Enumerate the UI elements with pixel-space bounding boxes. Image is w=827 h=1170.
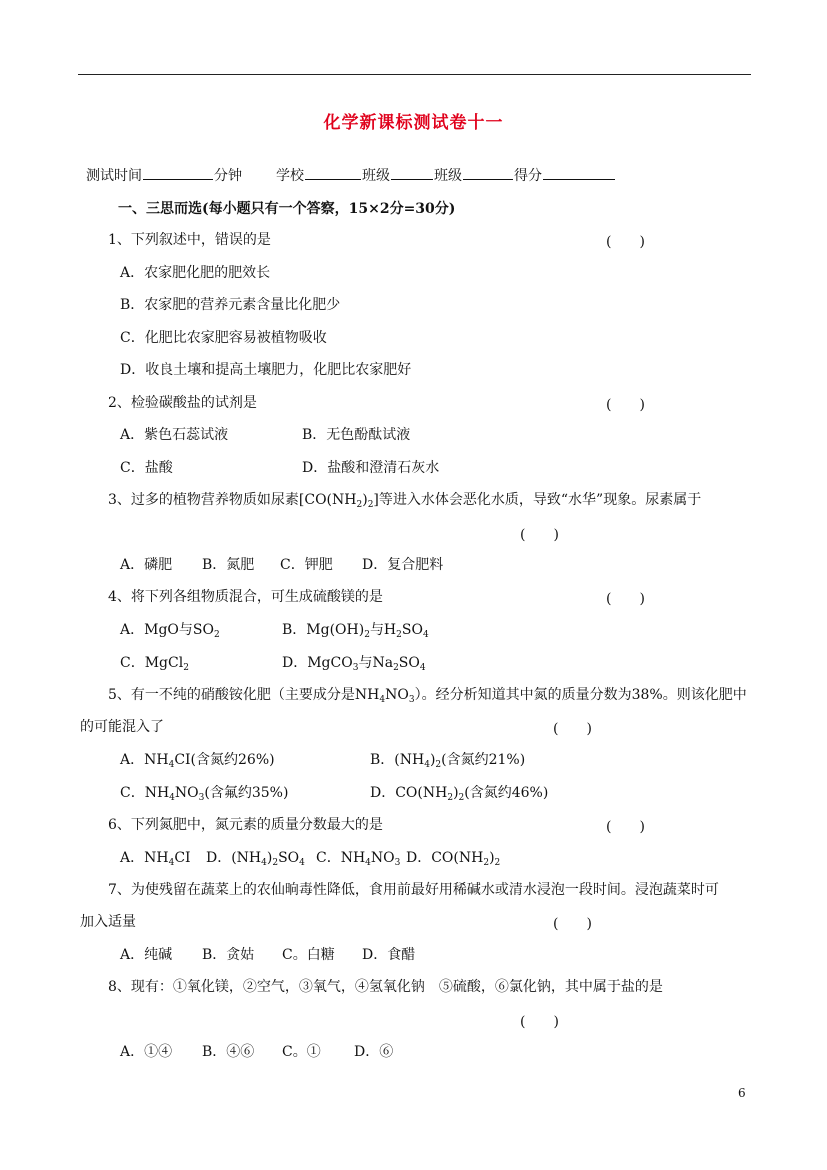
page-number: 6 (738, 1086, 746, 1100)
q1-option-a: A．农家肥化肥的肥效长 (120, 265, 271, 281)
minute-label: 分钟 (214, 168, 242, 184)
q2-option-b: B．无色酚酞试液 (302, 427, 411, 443)
school-blank (305, 165, 361, 180)
question-7-stem: 7、为使残留在蔬菜上的农仙晌毒性降低，食用前最好用稀碱水或清水浸泡一段时间。浸泡蔬菜时可 (108, 882, 719, 898)
class-label: 班级 (362, 168, 390, 184)
answer-paren-7: ( ) (553, 916, 592, 932)
question-5-stem: 5、有一不纯的硝酸铵化肥（主要成分是$NH_4NO_3$）。经分析知道其中氮的质量分数为38%。则该化肥中 (108, 687, 747, 705)
q5-option-c: C．$NH_4NO_3$(含氟约35%) (120, 785, 289, 803)
q5-option-b: B．$(NH_4)_2$(含氮约21%) (370, 752, 526, 770)
q8-option-a: A．①④ (120, 1044, 173, 1060)
header-rule (78, 74, 751, 75)
q1-option-d: D．收良土壤和提高土壤肥力，化肥比农家肥好 (120, 362, 412, 378)
q1-option-c: C．化肥比农家肥容易被植物吸收 (120, 330, 327, 346)
q7-option-a: A．纯碱 (120, 947, 173, 963)
q7-option-b: B．贪姑 (202, 947, 255, 963)
answer-paren-6: ( ) (606, 819, 645, 835)
section-heading: 一、三思而选(每小题只有一个答察，15×2分=30分) (118, 201, 456, 217)
q5-option-d: D．$CO(NH_2)_2$(含氮约46%) (370, 785, 549, 803)
school-label: 学校 (276, 168, 304, 184)
q6-option-c: C．$NH_4NO_3$ (316, 850, 401, 868)
score-blank (543, 165, 615, 180)
question-8-stem: 8、现有：①氧化镁，②空气，③氧气，④氢氧化钠 ⑤硫酸，⑥氯化钠，其中属于盐的是 (108, 979, 663, 995)
q1-option-b: B．农家肥的营养元素含量比化肥少 (120, 297, 341, 313)
answer-paren-3: ( ) (520, 527, 559, 543)
q6-option-b: D．$(NH_4)_2SO_4$ (206, 850, 305, 868)
q4-option-a: A．MgO与$SO_2$ (120, 622, 220, 640)
question-7-stem-line2: 加入适量 (80, 914, 136, 930)
q6-option-d: D．$CO(NH_2)_2$ (406, 850, 501, 868)
q5-option-a: A．$NH_4CI$(含氮约26%) (120, 752, 275, 770)
q7-option-c: C。白糖 (282, 947, 335, 963)
question-5-stem-line2: 的可能混入了 (80, 719, 164, 735)
answer-paren-1: ( ) (606, 234, 645, 250)
q8-option-b: B．④⑥ (202, 1044, 255, 1060)
q4-option-d: D．MgCO$_3$与$Na_2SO_4$ (282, 655, 426, 673)
q8-option-d: D．⑥ (354, 1044, 394, 1060)
question-2-stem: 2、检验碳酸盐的试剂是 (108, 395, 257, 411)
q3-option-a: A．磷肥 (120, 557, 173, 573)
score-label: 得分 (514, 168, 542, 184)
class2-blank (463, 165, 513, 180)
answer-paren-5: ( ) (553, 721, 592, 737)
question-6-stem: 6、下列氮肥中，氮元素的质量分数最大的是 (108, 817, 383, 833)
exam-info-line (86, 165, 616, 185)
q4-option-b: B．$Mg(OH)_2$与$H_2SO_4$ (282, 622, 429, 640)
q7-option-d: D．食醋 (362, 947, 416, 963)
q3-option-d: D．复合肥料 (362, 557, 444, 573)
question-1-stem: 1、下列叙述中，错误的是 (108, 232, 271, 248)
q3-option-b: B．氮肥 (202, 557, 255, 573)
question-4-stem: 4、将下列各组物质混合，可生成硫酸镁的是 (108, 589, 383, 605)
q2-option-c: C．盐酸 (120, 460, 173, 476)
q3-option-c: C．钾肥 (280, 557, 333, 573)
answer-paren-8: ( ) (520, 1014, 559, 1030)
answer-paren-2: ( ) (606, 397, 645, 413)
q2-option-a: A．紫色石蕊试液 (120, 427, 229, 443)
class2-label: 班级 (434, 168, 462, 184)
time-label: 测试时间 (86, 168, 142, 184)
exam-title: 化学新课标测试卷十一 (323, 113, 504, 133)
q8-option-c: C。① (282, 1044, 321, 1060)
time-blank (143, 165, 213, 180)
class-blank (391, 165, 433, 180)
q2-option-d: D．盐酸和澄清石灰水 (302, 460, 440, 476)
q4-option-c: C．MgCl$_2$ (120, 655, 189, 673)
question-3-stem: 3、过多的植物营养物质如尿素$[CO(NH_2)_2]$等进入水体会恶化水质，导致“水华”现象。尿素属于 (108, 492, 702, 510)
answer-paren-4: ( ) (606, 591, 645, 607)
q6-option-a: A．$NH_4CI$ (120, 850, 191, 868)
